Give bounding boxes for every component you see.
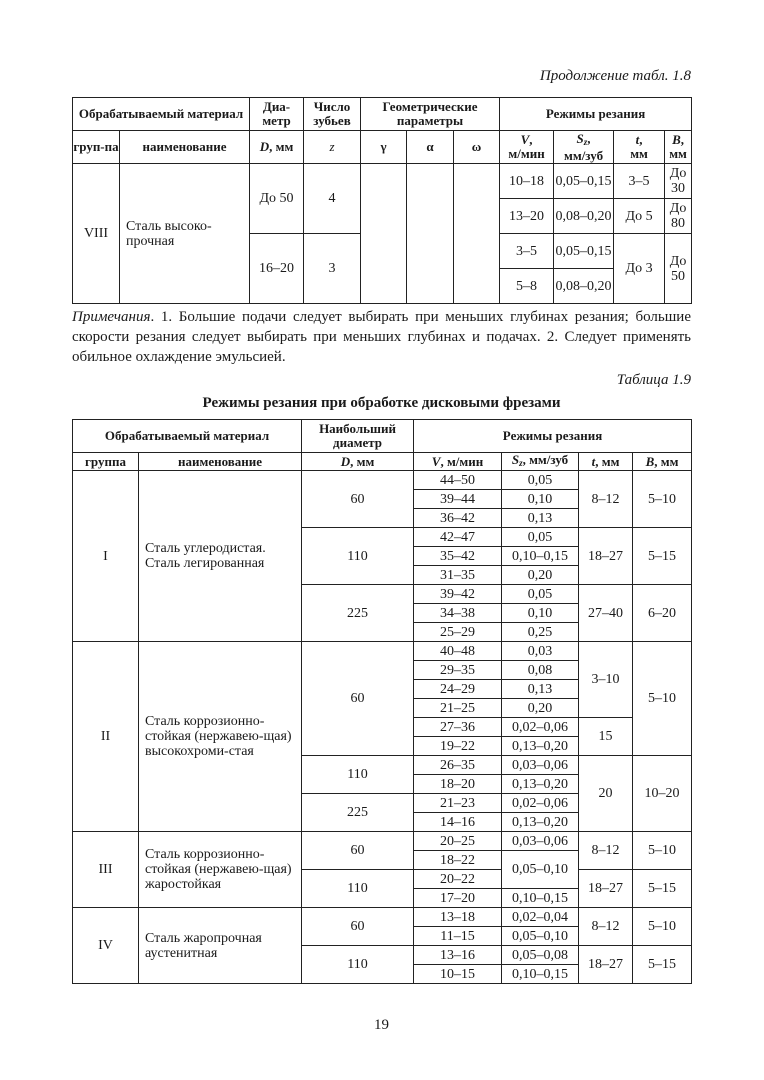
cell-s: 0,05–0,08 bbox=[502, 946, 579, 965]
cell-alpha bbox=[407, 164, 454, 304]
cell-s: 0,08 bbox=[502, 661, 579, 680]
header-group: груп-па bbox=[73, 131, 120, 164]
cell-s: 0,10–0,15 bbox=[502, 547, 579, 566]
cell-t: До 3 bbox=[614, 234, 665, 304]
cell-name: Сталь углеродистая. Сталь легированная bbox=[139, 471, 302, 642]
cell-s: 0,05–0,15 bbox=[554, 234, 614, 269]
header-v: V, м/мин bbox=[500, 131, 554, 164]
cell-v: 18–20 bbox=[414, 775, 502, 794]
cell-b: 5–10 bbox=[633, 908, 692, 946]
cell-v: 36–42 bbox=[414, 509, 502, 528]
cell-v: 14–16 bbox=[414, 813, 502, 832]
cell-v: 11–15 bbox=[414, 927, 502, 946]
header-name: наименование bbox=[139, 453, 302, 471]
cell-v: 13–16 bbox=[414, 946, 502, 965]
cell-d: 60 bbox=[302, 908, 414, 946]
cell-b: 5–15 bbox=[633, 870, 692, 908]
cell-b: 10–20 bbox=[633, 756, 692, 832]
cell-name: Сталь жаропрочная аустенитная bbox=[139, 908, 302, 984]
cell-v: 3–5 bbox=[500, 234, 554, 269]
header-d: D, мм bbox=[250, 131, 304, 164]
cell-v: 10–15 bbox=[414, 965, 502, 984]
cell-v: 10–18 bbox=[500, 164, 554, 199]
header-z: z bbox=[304, 131, 361, 164]
cell-v: 44–50 bbox=[414, 471, 502, 490]
cell-d: 16–20 bbox=[250, 234, 304, 304]
cell-d: 60 bbox=[302, 471, 414, 528]
cell-v: 20–22 bbox=[414, 870, 502, 889]
cell-t: 15 bbox=[579, 718, 633, 756]
cell-v: 21–25 bbox=[414, 699, 502, 718]
table-row bbox=[73, 471, 692, 490]
cell-s: 0,05–0,10 bbox=[502, 927, 579, 946]
cell-s: 0,13–0,20 bbox=[502, 737, 579, 756]
cell-d: 225 bbox=[302, 585, 414, 642]
header-b: B, мм bbox=[665, 131, 692, 164]
cell-t: 3–5 bbox=[614, 164, 665, 199]
cell-v: 25–29 bbox=[414, 623, 502, 642]
cell-d: 110 bbox=[302, 756, 414, 794]
cell-t: 8–12 bbox=[579, 908, 633, 946]
header-gamma: γ bbox=[361, 131, 407, 164]
header-cutting-modes: Режимы резания bbox=[500, 98, 692, 131]
cell-name: Сталь коррозионно-стойкая (нержавею-щая) жаростойкая bbox=[139, 832, 302, 908]
cell-d: 110 bbox=[302, 870, 414, 908]
cell-group: VIII bbox=[73, 164, 120, 304]
cell-s: 0,13 bbox=[502, 680, 579, 699]
cell-s: 0,03–0,06 bbox=[502, 832, 579, 851]
cell-t: 18–27 bbox=[579, 528, 633, 585]
cell-b: До 50 bbox=[665, 234, 692, 304]
cell-v: 31–35 bbox=[414, 566, 502, 585]
header-t: t, мм bbox=[579, 453, 633, 471]
table-title: Режимы резания при обработке дисковыми фрезами bbox=[202, 395, 561, 411]
cell-v: 13–18 bbox=[414, 908, 502, 927]
header-v: V, м/мин bbox=[414, 453, 502, 471]
cell-z: 3 bbox=[304, 234, 361, 304]
table-row bbox=[73, 908, 692, 927]
header-max-diameter: Наибольший диаметр bbox=[302, 420, 414, 453]
cell-t: До 5 bbox=[614, 199, 665, 234]
cell-s: 0,13–0,20 bbox=[502, 775, 579, 794]
cell-d: 225 bbox=[302, 794, 414, 832]
header-t: t, мм bbox=[614, 131, 665, 164]
cell-s: 0,13–0,20 bbox=[502, 813, 579, 832]
cell-s: 0,10 bbox=[502, 604, 579, 623]
header-cutting-modes: Режимы резания bbox=[414, 420, 692, 453]
header-material: Обрабатываемый материал bbox=[73, 420, 302, 453]
cell-s: 0,20 bbox=[502, 566, 579, 585]
cell-b: До 30 bbox=[665, 164, 692, 199]
header-name: наименование bbox=[120, 131, 250, 164]
cell-group: I bbox=[73, 471, 139, 642]
header-teeth: Число зубьев bbox=[304, 98, 361, 131]
cell-s: 0,10 bbox=[502, 490, 579, 509]
cell-group: IV bbox=[73, 908, 139, 984]
cell-b: 5–10 bbox=[633, 471, 692, 528]
cell-t: 18–27 bbox=[579, 946, 633, 984]
cell-v: 18–22 bbox=[414, 851, 502, 870]
cell-s: 0,05 bbox=[502, 585, 579, 604]
cell-v: 21–23 bbox=[414, 794, 502, 813]
cell-t: 27–40 bbox=[579, 585, 633, 642]
table-row bbox=[73, 642, 692, 661]
cell-z: 4 bbox=[304, 164, 361, 234]
header-geometry: Геометрические параметры bbox=[361, 98, 500, 131]
header-material: Обрабатываемый материал bbox=[73, 98, 250, 131]
cell-group: III bbox=[73, 832, 139, 908]
cell-v: 13–20 bbox=[500, 199, 554, 234]
header-group: группа bbox=[73, 453, 139, 471]
cell-s: 0,08–0,20 bbox=[554, 199, 614, 234]
cell-t: 8–12 bbox=[579, 471, 633, 528]
cell-b: До 80 bbox=[665, 199, 692, 234]
cell-group: II bbox=[73, 642, 139, 832]
header-omega: ω bbox=[454, 131, 500, 164]
table-1-8 bbox=[72, 97, 692, 304]
cell-d: 110 bbox=[302, 946, 414, 984]
cell-v: 40–48 bbox=[414, 642, 502, 661]
cell-d: До 50 bbox=[250, 164, 304, 234]
table-notes bbox=[72, 307, 691, 367]
cell-d: 110 bbox=[302, 528, 414, 585]
header-b: B, мм bbox=[633, 453, 692, 471]
cell-b: 6–20 bbox=[633, 585, 692, 642]
cell-s: 0,10–0,15 bbox=[502, 889, 579, 908]
cell-s: 0,13 bbox=[502, 509, 579, 528]
cell-s: 0,05 bbox=[502, 471, 579, 490]
cell-s: 0,02–0,06 bbox=[502, 718, 579, 737]
cell-s: 0,05–0,15 bbox=[554, 164, 614, 199]
cell-d: 60 bbox=[302, 832, 414, 870]
notes-label: Примечания bbox=[72, 309, 151, 325]
cell-v: 39–42 bbox=[414, 585, 502, 604]
header-alpha: α bbox=[407, 131, 454, 164]
cell-name: Сталь коррозионно-стойкая (нержавею-щая) высокохроми-стая bbox=[139, 642, 302, 832]
cell-v: 17–20 bbox=[414, 889, 502, 908]
cell-v: 27–36 bbox=[414, 718, 502, 737]
cell-t: 20 bbox=[579, 756, 633, 832]
cell-v: 19–22 bbox=[414, 737, 502, 756]
cell-d: 60 bbox=[302, 642, 414, 756]
table-continuation-caption: Продолжение табл. 1.8 bbox=[539, 68, 691, 84]
cell-s: 0,10–0,15 bbox=[502, 965, 579, 984]
cell-s: 0,05–0,10 bbox=[502, 851, 579, 889]
header-sz: $S_z$, мм/зуб bbox=[554, 131, 614, 164]
cell-s: 0,02–0,06 bbox=[502, 794, 579, 813]
cell-v: 26–35 bbox=[414, 756, 502, 775]
cell-v: 42–47 bbox=[414, 528, 502, 547]
cell-s: 0,05 bbox=[502, 528, 579, 547]
table-row bbox=[73, 164, 692, 199]
cell-omega bbox=[454, 164, 500, 304]
cell-s: 0,03–0,06 bbox=[502, 756, 579, 775]
cell-v: 20–25 bbox=[414, 832, 502, 851]
table-caption: Таблица 1.9 bbox=[616, 372, 691, 388]
cell-s: 0,03 bbox=[502, 642, 579, 661]
cell-s: 0,08–0,20 bbox=[554, 269, 614, 304]
cell-v: 34–38 bbox=[414, 604, 502, 623]
cell-t: 8–12 bbox=[579, 832, 633, 870]
cell-v: 29–35 bbox=[414, 661, 502, 680]
cell-v: 24–29 bbox=[414, 680, 502, 699]
cell-t: 3–10 bbox=[579, 642, 633, 718]
header-d: D, мм bbox=[302, 453, 414, 471]
header-sz: $S_z$, мм/зуб bbox=[502, 453, 579, 471]
cell-b: 5–15 bbox=[633, 946, 692, 984]
cell-v: 39–44 bbox=[414, 490, 502, 509]
page-number: 19 bbox=[374, 1017, 389, 1033]
cell-v: 5–8 bbox=[500, 269, 554, 304]
cell-s: 0,02–0,04 bbox=[502, 908, 579, 927]
table-row bbox=[73, 832, 692, 851]
cell-b: 5–10 bbox=[633, 642, 692, 756]
cell-s: 0,25 bbox=[502, 623, 579, 642]
cell-b: 5–10 bbox=[633, 832, 692, 870]
cell-v: 35–42 bbox=[414, 547, 502, 566]
notes-text: . 1. Большие подачи следует выбирать при меньших глубинах резания; большие скорости резания следует выбирать при меньших глубинах и подачах. 2. Следует применять обильное охлаждение эмульсией. bbox=[72, 309, 691, 365]
cell-t: 18–27 bbox=[579, 870, 633, 908]
cell-name: Сталь высоко-прочная bbox=[120, 164, 250, 304]
cell-b: 5–15 bbox=[633, 528, 692, 585]
table-1-9 bbox=[72, 419, 692, 984]
cell-s: 0,20 bbox=[502, 699, 579, 718]
cell-gamma bbox=[361, 164, 407, 304]
header-diameter: Диа-метр bbox=[250, 98, 304, 131]
